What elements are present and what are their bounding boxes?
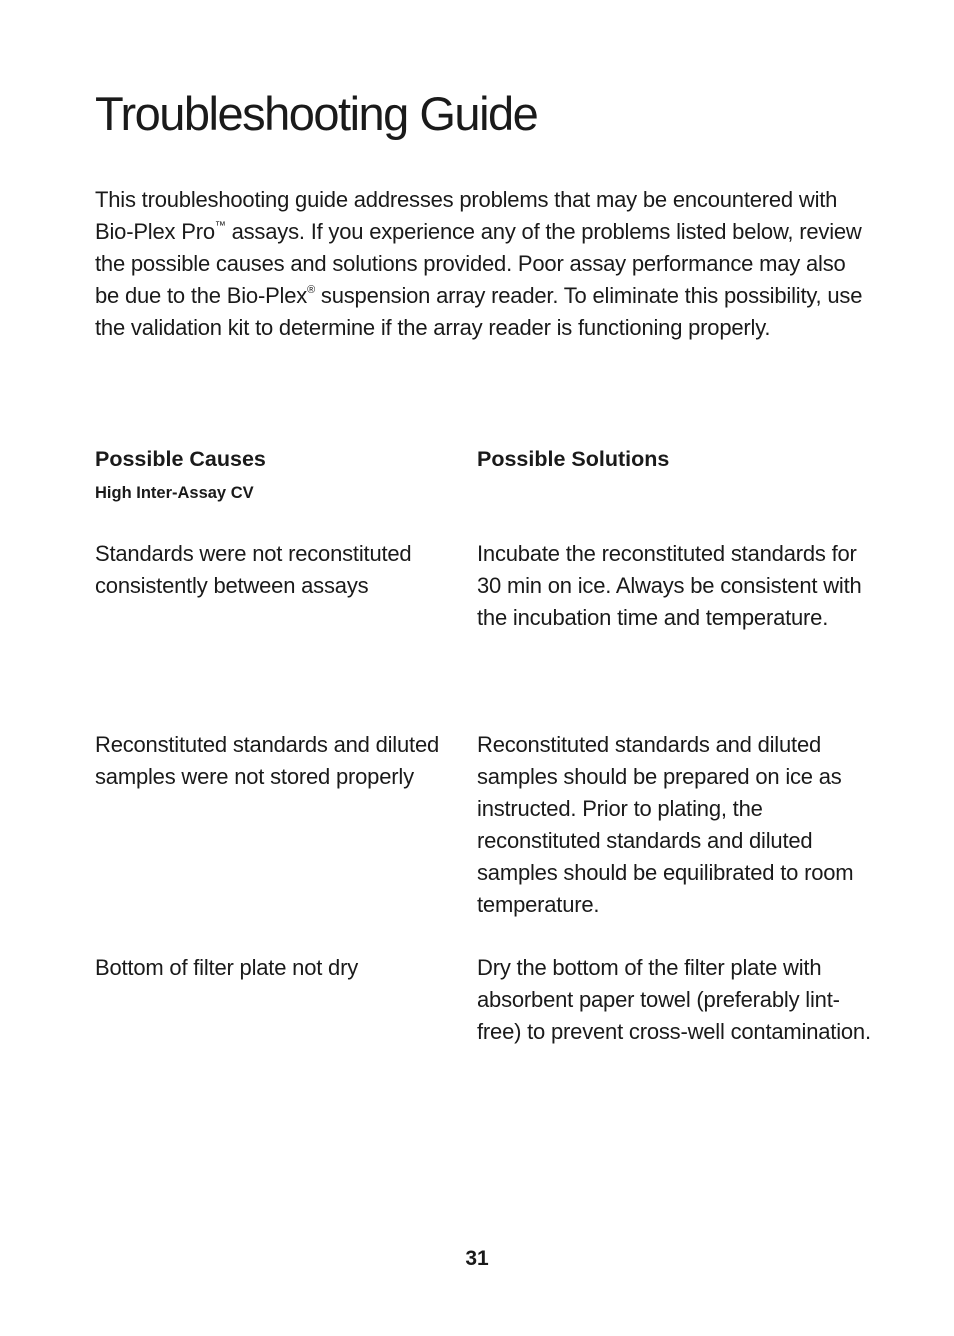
intro-text-part-1: This troubleshooting guide addresses problems that may be encountered with Bio-Plex Pro (95, 187, 838, 244)
page-number: 31 (465, 1247, 489, 1270)
intro-text-part-3: suspension array reader. To eliminate this possibility, use the validation kit to determine if the array reader is functioning properly. (95, 283, 863, 340)
cause-cell: Bottom of filter plate not dry (95, 955, 359, 980)
trademark-symbol: ™ (214, 220, 226, 232)
cause-cell: Standards were not reconstituted consistently between assays (95, 541, 412, 598)
page-title: Troubleshooting Guide (95, 87, 538, 140)
possible-solutions-header: Possible Solutions (477, 447, 670, 471)
solution-cell: Incubate the reconstituted standards for 30 min on ice. Always be consistent with the incubation time and temperature. (477, 541, 862, 630)
intro-paragraph (95, 184, 875, 344)
intro-text-part-2: assays. If you experience any of the problems listed below, review the possible causes and solutions provided. Poor assay performance may also be due to the Bio-Plex (95, 219, 862, 308)
possible-causes-header: Possible Causes (95, 447, 266, 471)
registered-symbol: ® (307, 284, 315, 296)
section-title: High Inter-Assay CV (95, 484, 254, 502)
solution-cell: Dry the bottom of the filter plate with absorbent paper towel (preferably lint-free) to prevent cross-well contamination. (477, 955, 871, 1044)
cause-cell: Reconstituted standards and diluted samples were not stored properly (95, 732, 440, 789)
solution-cell: Reconstituted standards and diluted samples should be prepared on ice as instructed. Prior to plating, the reconstituted standards and diluted samples should be equilibrated to room temperature. (477, 732, 854, 917)
